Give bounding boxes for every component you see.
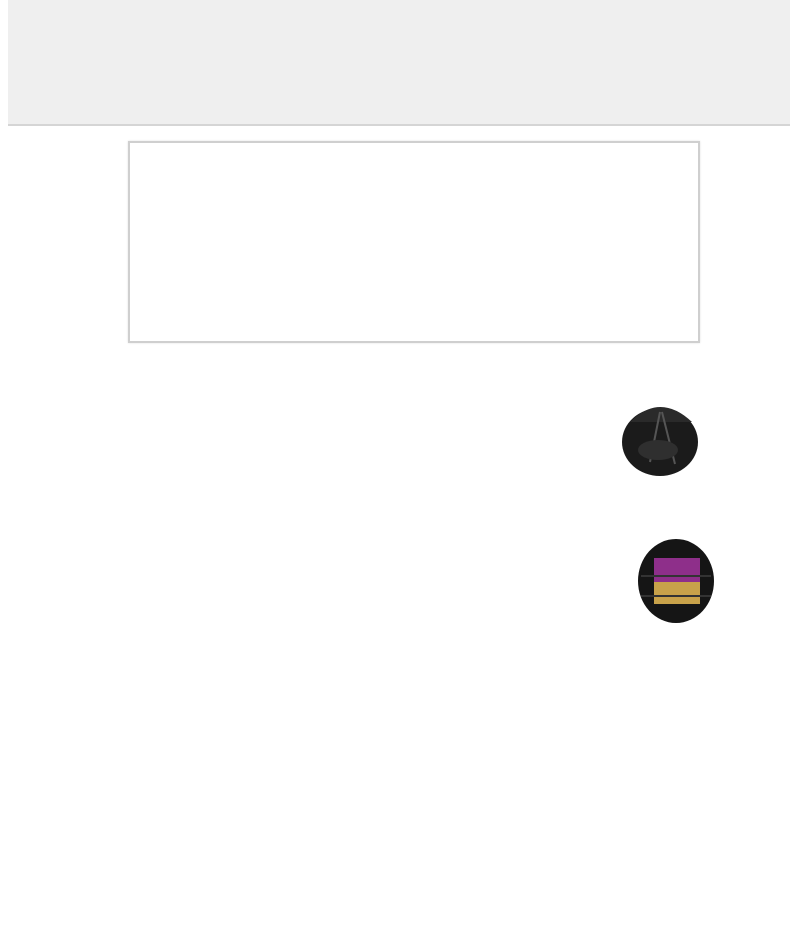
header-banner [8,0,790,126]
towel-stacks-image [60,380,520,700]
product-info-box [128,141,700,343]
mesh-bag-image [636,536,718,626]
drawstring-bag-image [620,392,702,478]
